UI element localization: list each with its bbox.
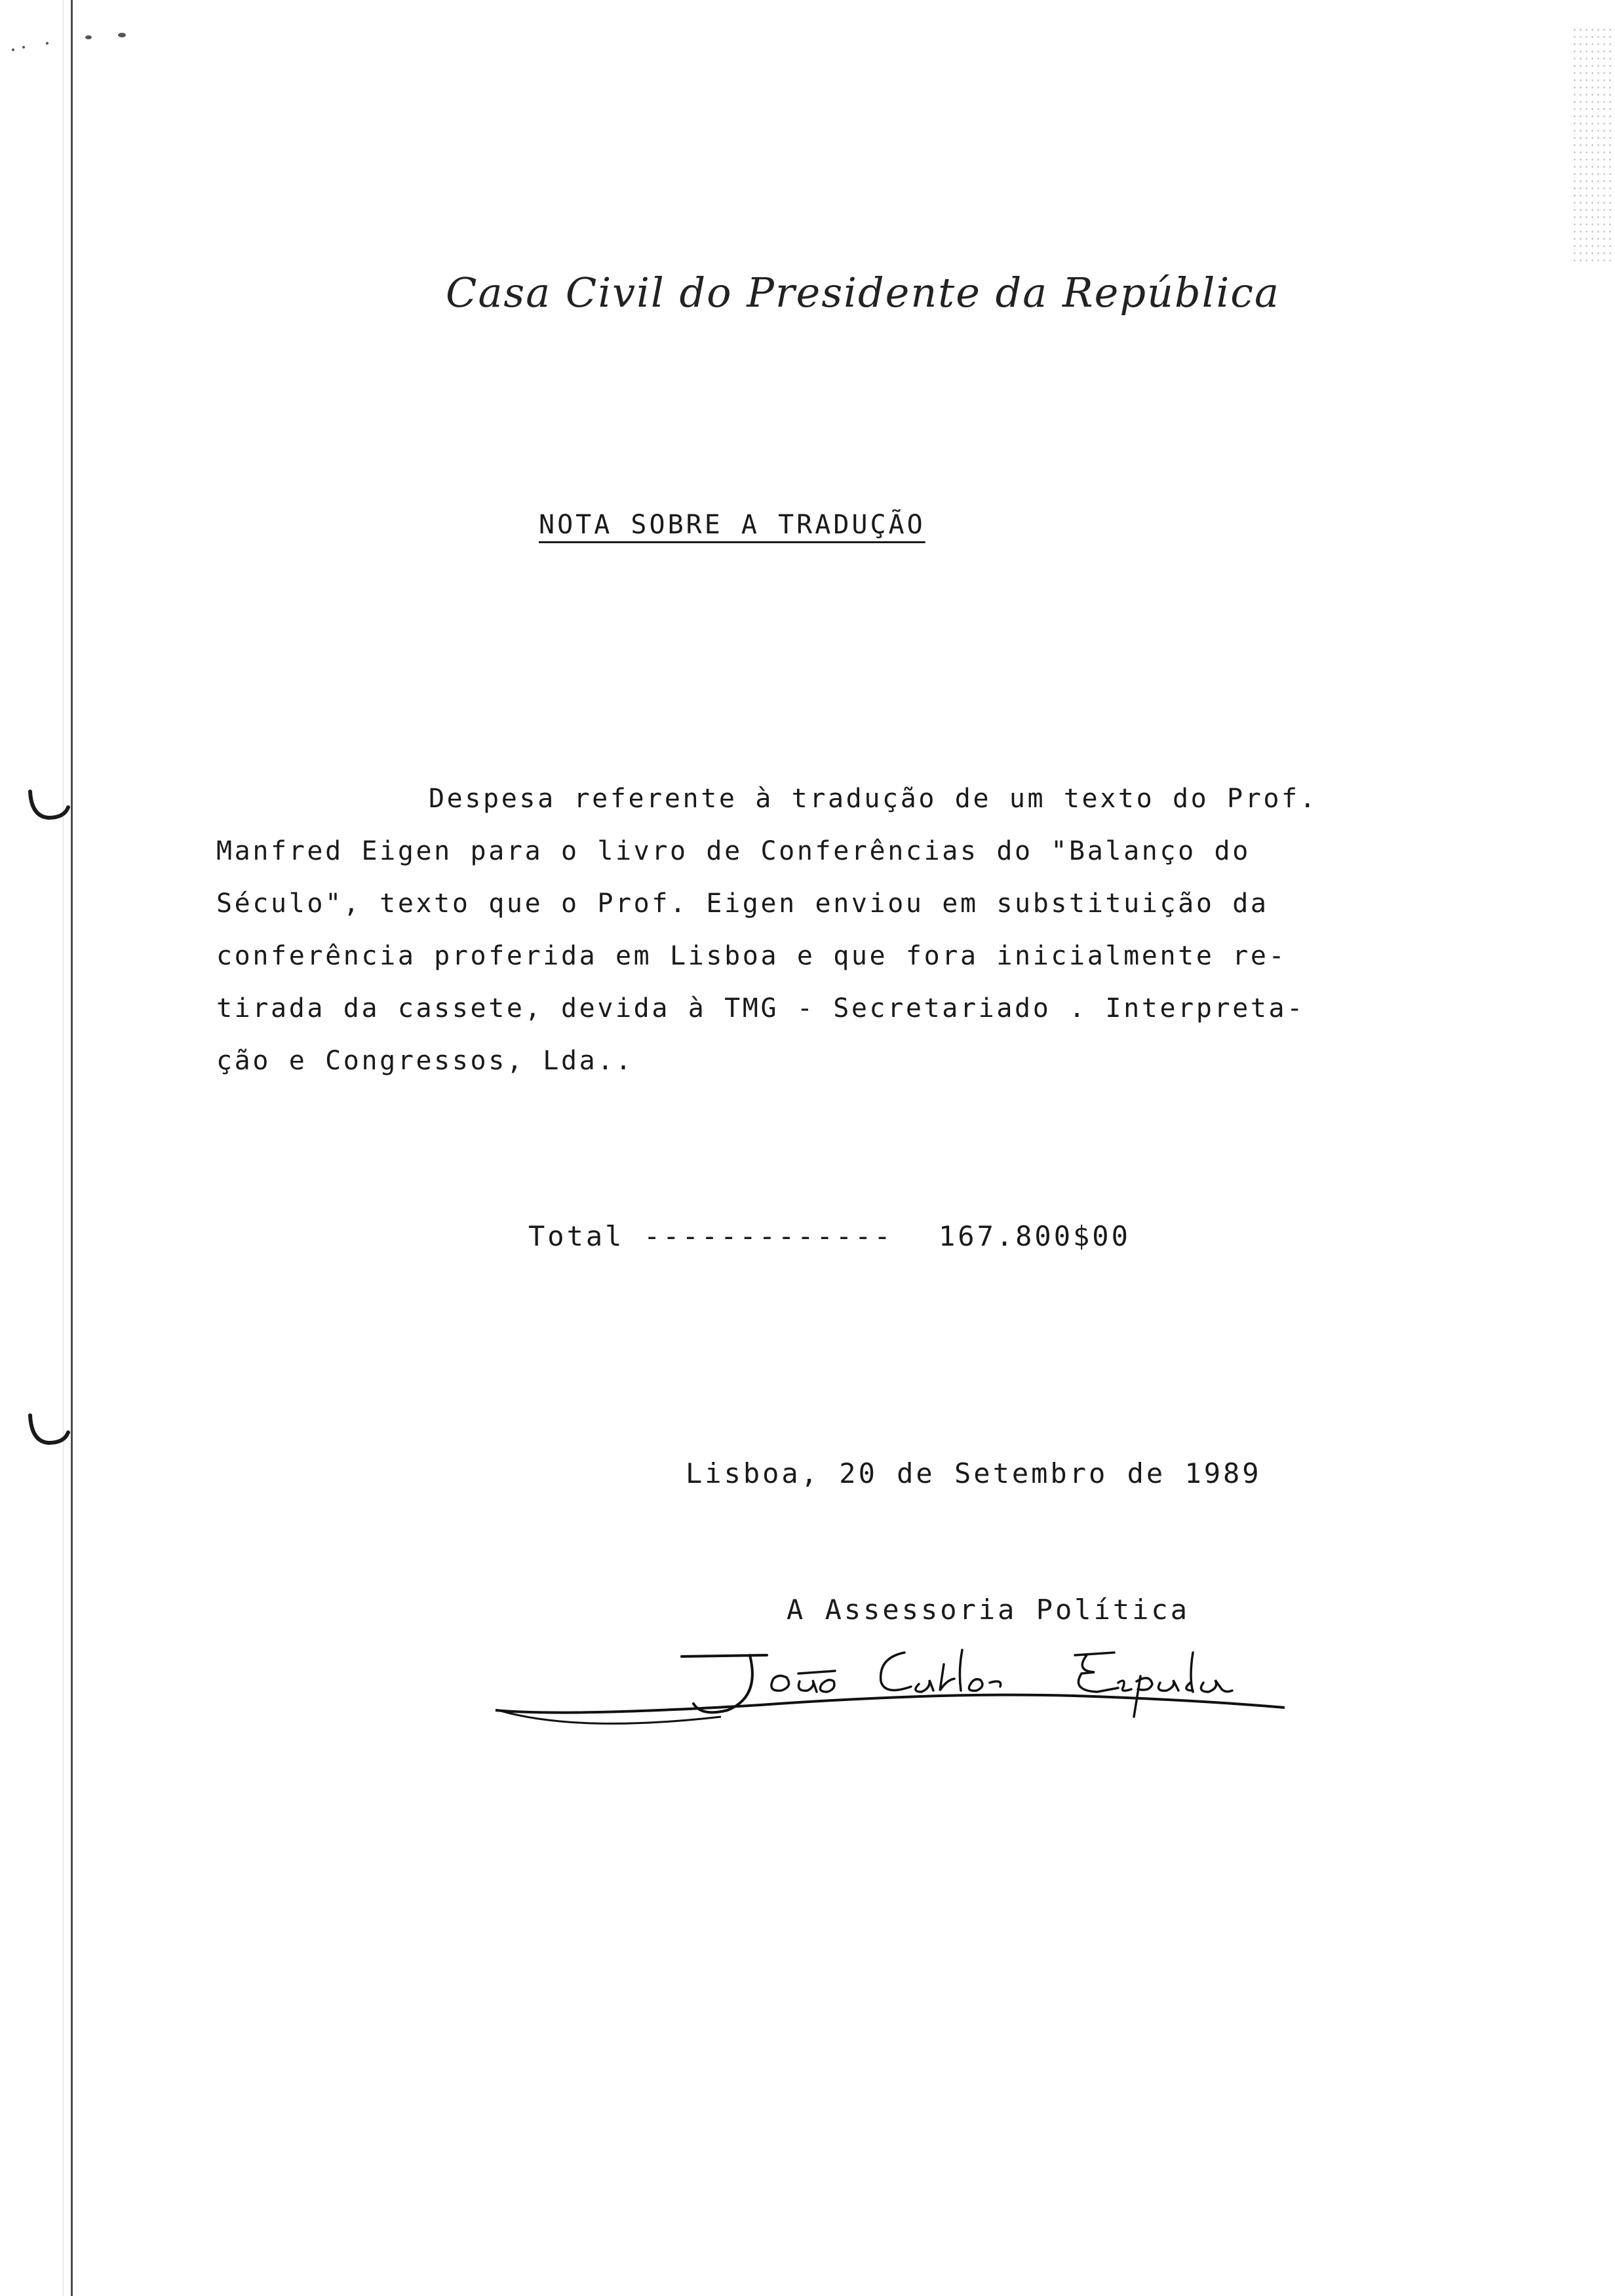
scan-specks [8, 20, 139, 59]
body-line: Despesa referente à tradução de um texto do Prof. [429, 784, 1318, 814]
total-amount: 167.800$00 [939, 1220, 1131, 1252]
body-line: conferência proferida em Lisboa e que fora inicialmente re- [216, 941, 1287, 971]
scan-edge-noise [1572, 26, 1611, 262]
body-line: Manfred Eigen para o livro de Conferências do "Balanço do [216, 836, 1251, 866]
scan-edge-line [63, 0, 64, 2296]
date-line: Lisboa, 20 de Setembro de 1989 [686, 1457, 1262, 1489]
handwritten-signature [485, 1618, 1298, 1730]
body-line: ção e Congressos, Lda.. [216, 1046, 634, 1076]
punch-hole-mark [25, 1407, 71, 1453]
body-line: Século", texto que o Prof. Eigen enviou em substituição da [216, 889, 1269, 919]
total-label: Total [528, 1220, 625, 1252]
letterhead: Casa Civil do Presidente da República [446, 269, 1280, 316]
binding-line [71, 0, 73, 2296]
punch-hole-mark [25, 784, 71, 830]
body-line: tirada da cassete, devida à TMG - Secretariado . Interpreta- [216, 993, 1305, 1024]
signature-title: A Assessoria Política [787, 1594, 1190, 1626]
total-leader-dashes: ------------- [644, 1220, 893, 1252]
document-title: NOTA SOBRE A TRADUÇÃO [539, 510, 925, 540]
